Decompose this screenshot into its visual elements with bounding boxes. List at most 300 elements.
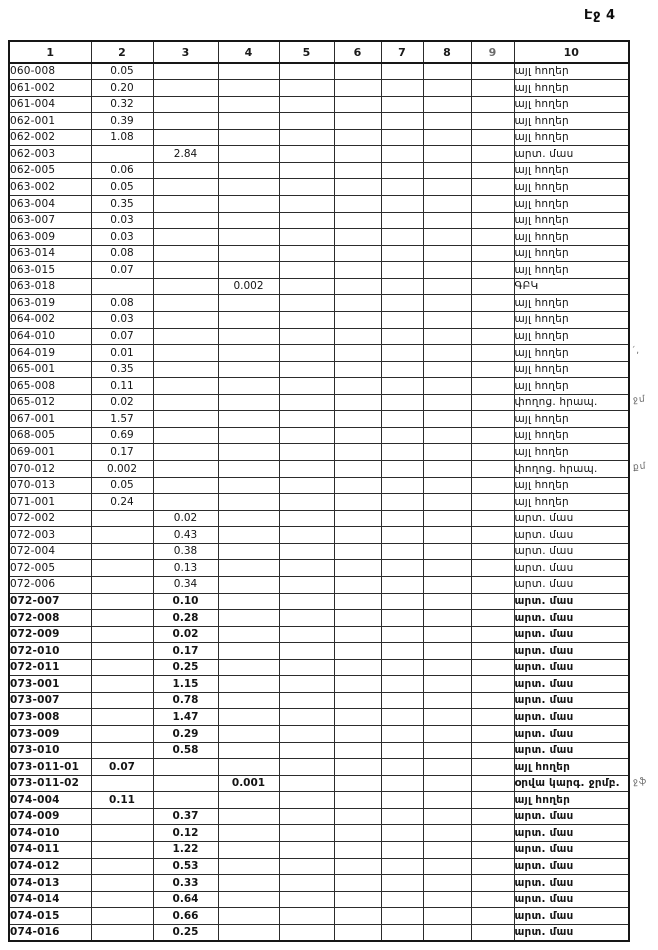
empty-cell: [423, 726, 471, 743]
empty-cell: [381, 510, 423, 527]
value-col4-cell: [218, 659, 279, 676]
empty-cell: [381, 378, 423, 395]
table-row: [9, 593, 629, 610]
empty-cell: [334, 825, 381, 842]
table-row: [9, 908, 629, 925]
land-type-cell: արտ. մաս: [514, 560, 629, 577]
empty-cell: [381, 676, 423, 693]
parcel-code-cell: 064-002: [9, 311, 91, 328]
value-col2-cell: [91, 825, 153, 842]
empty-cell: [279, 229, 334, 246]
parcel-code-cell: 068-005: [9, 427, 91, 444]
table-row: [9, 726, 629, 743]
parcel-code-cell: 072-009: [9, 626, 91, 643]
empty-cell: [423, 709, 471, 726]
empty-cell: [471, 80, 514, 97]
land-type-cell: այլ հողեր: [514, 245, 629, 262]
value-col3-cell: [153, 113, 218, 130]
land-type-cell: արտ. մաս: [514, 858, 629, 875]
empty-cell: [334, 858, 381, 875]
parcel-code-cell: 063-009: [9, 229, 91, 246]
value-col2-cell: [91, 742, 153, 759]
empty-cell: [423, 477, 471, 494]
parcel-code-cell: 070-012: [9, 461, 91, 478]
empty-cell: [279, 742, 334, 759]
empty-cell: [381, 825, 423, 842]
value-col3-cell: 0.29: [153, 726, 218, 743]
value-col4-cell: [218, 593, 279, 610]
table-row: [9, 427, 629, 444]
value-col3-cell: 1.15: [153, 676, 218, 693]
land-type-cell: արտ. մաս: [514, 742, 629, 759]
value-col2-cell: 0.17: [91, 444, 153, 461]
empty-cell: [334, 510, 381, 527]
empty-cell: [471, 113, 514, 130]
value-col4-cell: [218, 129, 279, 146]
empty-cell: [471, 212, 514, 229]
land-type-cell: այլ հողեր: [514, 361, 629, 378]
value-col2-cell: 0.08: [91, 245, 153, 262]
table-row: [9, 924, 629, 941]
value-col3-cell: [153, 427, 218, 444]
empty-cell: [334, 908, 381, 925]
empty-cell: [423, 196, 471, 213]
empty-cell: [471, 411, 514, 428]
empty-cell: [471, 229, 514, 246]
table-row: [9, 361, 629, 378]
value-col4-cell: [218, 543, 279, 560]
value-col4-cell: [218, 444, 279, 461]
empty-cell: [423, 361, 471, 378]
value-col2-cell: [91, 775, 153, 792]
value-col4-cell: [218, 510, 279, 527]
empty-cell: [471, 96, 514, 113]
table-row: [9, 146, 629, 163]
empty-cell: [334, 461, 381, 478]
value-col4-cell: [218, 146, 279, 163]
value-col3-cell: [153, 80, 218, 97]
table-row: [9, 461, 629, 478]
parcel-code-cell: 061-004: [9, 96, 91, 113]
empty-cell: [471, 129, 514, 146]
parcel-code-cell: 074-016: [9, 924, 91, 941]
empty-cell: [334, 212, 381, 229]
empty-cell: [279, 891, 334, 908]
empty-cell: [279, 775, 334, 792]
empty-cell: [381, 692, 423, 709]
table-row: [9, 742, 629, 759]
value-col3-cell: [153, 262, 218, 279]
value-col3-cell: [153, 792, 218, 809]
empty-cell: [471, 775, 514, 792]
empty-cell: [334, 96, 381, 113]
land-type-cell: այլ հողեր: [514, 378, 629, 395]
land-type-cell: այլ հողեր: [514, 311, 629, 328]
empty-cell: [381, 229, 423, 246]
empty-cell: [279, 825, 334, 842]
value-col4-cell: [218, 924, 279, 941]
parcel-code-cell: 073-011-02: [9, 775, 91, 792]
empty-cell: [471, 924, 514, 941]
value-col2-cell: 0.03: [91, 311, 153, 328]
empty-cell: [423, 908, 471, 925]
value-col3-cell: 0.78: [153, 692, 218, 709]
empty-cell: [279, 427, 334, 444]
empty-cell: [423, 146, 471, 163]
parcel-code-cell: 073-008: [9, 709, 91, 726]
empty-cell: [334, 626, 381, 643]
empty-cell: [334, 229, 381, 246]
value-col4-cell: [218, 560, 279, 577]
parcel-code-cell: 064-019: [9, 345, 91, 362]
empty-cell: [334, 692, 381, 709]
empty-cell: [423, 63, 471, 80]
table-row: [9, 113, 629, 130]
value-col3-cell: 0.43: [153, 527, 218, 544]
value-col4-cell: [218, 841, 279, 858]
value-col2-cell: 0.03: [91, 229, 153, 246]
value-col2-cell: 0.05: [91, 179, 153, 196]
table-row: [9, 378, 629, 395]
empty-cell: [471, 494, 514, 511]
value-col2-cell: 0.24: [91, 494, 153, 511]
value-col2-cell: 0.20: [91, 80, 153, 97]
table-row: [9, 759, 629, 776]
empty-cell: [471, 560, 514, 577]
value-col3-cell: [153, 328, 218, 345]
empty-cell: [279, 841, 334, 858]
value-col3-cell: [153, 162, 218, 179]
parcel-code-cell: 065-001: [9, 361, 91, 378]
empty-cell: [423, 841, 471, 858]
empty-cell: [423, 560, 471, 577]
table-row: [9, 262, 629, 279]
parcel-code-cell: 060-008: [9, 63, 91, 80]
table-row: [9, 63, 629, 80]
empty-cell: [279, 162, 334, 179]
value-col4-cell: [218, 179, 279, 196]
empty-cell: [334, 643, 381, 660]
empty-cell: [423, 759, 471, 776]
empty-cell: [279, 179, 334, 196]
table-row: [9, 626, 629, 643]
value-col2-cell: [91, 593, 153, 610]
empty-cell: [471, 328, 514, 345]
value-col2-cell: [91, 841, 153, 858]
land-type-cell: այլ հողեր: [514, 444, 629, 461]
land-type-cell: այլ հողեր: [514, 113, 629, 130]
empty-cell: [423, 295, 471, 312]
empty-cell: [279, 411, 334, 428]
parcel-code-cell: 074-009: [9, 808, 91, 825]
parcel-code-cell: 073-009: [9, 726, 91, 743]
land-type-cell: արտ. մաս: [514, 676, 629, 693]
value-col2-cell: 0.05: [91, 477, 153, 494]
empty-cell: [381, 278, 423, 295]
value-col3-cell: [153, 63, 218, 80]
land-type-cell: արտ. մաս: [514, 709, 629, 726]
value-col2-cell: 0.01: [91, 345, 153, 362]
value-col3-cell: 0.13: [153, 560, 218, 577]
value-col3-cell: 0.37: [153, 808, 218, 825]
land-type-cell: այլ հողեր: [514, 328, 629, 345]
empty-cell: [381, 875, 423, 892]
empty-cell: [279, 146, 334, 163]
empty-cell: [381, 576, 423, 593]
empty-cell: [279, 908, 334, 925]
empty-cell: [381, 461, 423, 478]
land-type-cell: արտ. մաս: [514, 146, 629, 163]
empty-cell: [279, 345, 334, 362]
empty-cell: [334, 245, 381, 262]
value-col2-cell: [91, 610, 153, 627]
empty-cell: [423, 328, 471, 345]
value-col3-cell: [153, 345, 218, 362]
land-type-cell: արտ. մաս: [514, 891, 629, 908]
empty-cell: [381, 626, 423, 643]
value-col3-cell: [153, 212, 218, 229]
value-col2-cell: [91, 875, 153, 892]
empty-cell: [423, 643, 471, 660]
empty-cell: [381, 63, 423, 80]
land-type-cell: արտ. մաս: [514, 543, 629, 560]
parcel-code-cell: 070-013: [9, 477, 91, 494]
empty-cell: [381, 841, 423, 858]
empty-cell: [423, 378, 471, 395]
empty-cell: [471, 477, 514, 494]
table-row: [9, 659, 629, 676]
parcel-code-cell: 061-002: [9, 80, 91, 97]
empty-cell: [423, 461, 471, 478]
empty-cell: [471, 394, 514, 411]
value-col3-cell: [153, 229, 218, 246]
parcel-code-cell: 065-012: [9, 394, 91, 411]
parcel-code-cell: 073-011-01: [9, 759, 91, 776]
land-type-cell: արտ. մաս: [514, 908, 629, 925]
table-row: [9, 676, 629, 693]
empty-cell: [471, 759, 514, 776]
parcel-code-cell: 062-002: [9, 129, 91, 146]
empty-cell: [423, 891, 471, 908]
empty-cell: [279, 63, 334, 80]
empty-cell: [334, 775, 381, 792]
value-col4-cell: [218, 212, 279, 229]
column-header-9: 9: [471, 41, 514, 63]
table-row: [9, 394, 629, 411]
table-row: [9, 311, 629, 328]
value-col3-cell: 0.02: [153, 626, 218, 643]
value-col2-cell: [91, 527, 153, 544]
value-col3-cell: 0.25: [153, 659, 218, 676]
empty-cell: [471, 295, 514, 312]
empty-cell: [471, 841, 514, 858]
table-row: [9, 229, 629, 246]
empty-cell: [279, 129, 334, 146]
empty-cell: [279, 676, 334, 693]
column-header-4: 4: [218, 41, 279, 63]
empty-cell: [471, 345, 514, 362]
value-col4-cell: [218, 80, 279, 97]
value-col3-cell: 0.38: [153, 543, 218, 560]
value-col4-cell: [218, 162, 279, 179]
parcel-code-cell: 063-018: [9, 278, 91, 295]
value-col2-cell: 0.11: [91, 378, 153, 395]
empty-cell: [471, 427, 514, 444]
table-header: [9, 41, 629, 63]
value-col4-cell: [218, 361, 279, 378]
empty-cell: [471, 643, 514, 660]
value-col4-cell: [218, 709, 279, 726]
value-col4-cell: [218, 643, 279, 660]
empty-cell: [279, 196, 334, 213]
empty-cell: [334, 311, 381, 328]
value-col3-cell: 0.34: [153, 576, 218, 593]
land-type-cell: այլ հողեր: [514, 345, 629, 362]
empty-cell: [381, 709, 423, 726]
parcel-code-cell: 072-003: [9, 527, 91, 544]
empty-cell: [279, 593, 334, 610]
value-col4-cell: [218, 295, 279, 312]
empty-cell: [423, 527, 471, 544]
empty-cell: [279, 212, 334, 229]
value-col4-cell: [218, 494, 279, 511]
empty-cell: [423, 162, 471, 179]
parcel-code-cell: 072-004: [9, 543, 91, 560]
empty-cell: [471, 792, 514, 809]
table-row: [9, 792, 629, 809]
value-col3-cell: [153, 775, 218, 792]
empty-cell: [279, 924, 334, 941]
empty-cell: [381, 775, 423, 792]
value-col4-cell: [218, 527, 279, 544]
empty-cell: [279, 543, 334, 560]
empty-cell: [334, 477, 381, 494]
value-col3-cell: 0.12: [153, 825, 218, 842]
empty-cell: [334, 759, 381, 776]
column-header-1: 1: [9, 41, 91, 63]
column-header-10: 10: [514, 41, 629, 63]
empty-cell: [423, 129, 471, 146]
empty-cell: [381, 80, 423, 97]
empty-cell: [279, 510, 334, 527]
empty-cell: [381, 924, 423, 941]
value-col2-cell: 0.07: [91, 328, 153, 345]
parcel-code-cell: 063-004: [9, 196, 91, 213]
empty-cell: [423, 875, 471, 892]
table-row: [9, 709, 629, 726]
table-row: [9, 245, 629, 262]
empty-cell: [279, 792, 334, 809]
empty-cell: [279, 808, 334, 825]
empty-cell: [381, 113, 423, 130]
empty-cell: [334, 742, 381, 759]
empty-cell: [334, 792, 381, 809]
value-col2-cell: [91, 510, 153, 527]
empty-cell: [471, 146, 514, 163]
parcel-code-cell: 074-004: [9, 792, 91, 809]
page-number-label: Էջ 4: [584, 8, 616, 23]
value-col3-cell: 0.33: [153, 875, 218, 892]
empty-cell: [279, 659, 334, 676]
value-col3-cell: [153, 196, 218, 213]
table-row: [9, 328, 629, 345]
value-col2-cell: 0.32: [91, 96, 153, 113]
empty-cell: [334, 295, 381, 312]
empty-cell: [423, 543, 471, 560]
parcel-code-cell: 072-006: [9, 576, 91, 593]
value-col2-cell: [91, 676, 153, 693]
parcel-code-cell: 072-007: [9, 593, 91, 610]
empty-cell: [381, 792, 423, 809]
empty-cell: [381, 543, 423, 560]
land-type-cell: այլ հողեր: [514, 494, 629, 511]
empty-cell: [334, 146, 381, 163]
value-col3-cell: [153, 278, 218, 295]
value-col4-cell: [218, 891, 279, 908]
parcel-code-cell: 073-007: [9, 692, 91, 709]
value-col4-cell: [218, 311, 279, 328]
value-col2-cell: [91, 278, 153, 295]
land-type-cell: փողոց. հրապ.: [514, 461, 629, 478]
column-header-8: 8: [423, 41, 471, 63]
empty-cell: [279, 477, 334, 494]
land-type-cell: այլ հողեր: [514, 212, 629, 229]
parcel-code-cell: 073-010: [9, 742, 91, 759]
empty-cell: [381, 96, 423, 113]
value-col2-cell: 0.002: [91, 461, 153, 478]
table-row: [9, 841, 629, 858]
value-col4-cell: [218, 742, 279, 759]
value-col3-cell: [153, 361, 218, 378]
parcel-code-cell: 074-012: [9, 858, 91, 875]
table-row: [9, 444, 629, 461]
parcel-code-cell: 069-001: [9, 444, 91, 461]
table-row: [9, 527, 629, 544]
value-col4-cell: [218, 858, 279, 875]
empty-cell: [423, 229, 471, 246]
land-type-cell: արտ. մաս: [514, 924, 629, 941]
empty-cell: [279, 875, 334, 892]
parcel-code-cell: 062-005: [9, 162, 91, 179]
handwritten-margin-note: ՛,: [632, 345, 641, 356]
empty-cell: [334, 543, 381, 560]
value-col2-cell: [91, 891, 153, 908]
land-type-cell: այլ հողեր: [514, 759, 629, 776]
value-col3-cell: 1.47: [153, 709, 218, 726]
empty-cell: [423, 576, 471, 593]
value-col2-cell: [91, 643, 153, 660]
empty-cell: [381, 560, 423, 577]
value-col3-cell: 0.10: [153, 593, 218, 610]
empty-cell: [334, 709, 381, 726]
empty-cell: [471, 825, 514, 842]
empty-cell: [279, 245, 334, 262]
land-type-cell: փողոց. հրապ.: [514, 394, 629, 411]
parcel-code-cell: 074-013: [9, 875, 91, 892]
empty-cell: [471, 908, 514, 925]
value-col4-cell: [218, 113, 279, 130]
value-col4-cell: [218, 394, 279, 411]
empty-cell: [423, 262, 471, 279]
empty-cell: [381, 659, 423, 676]
table-row: [9, 858, 629, 875]
empty-cell: [381, 328, 423, 345]
value-col2-cell: [91, 924, 153, 941]
empty-cell: [334, 196, 381, 213]
empty-cell: [279, 461, 334, 478]
empty-cell: [471, 527, 514, 544]
empty-cell: [471, 378, 514, 395]
